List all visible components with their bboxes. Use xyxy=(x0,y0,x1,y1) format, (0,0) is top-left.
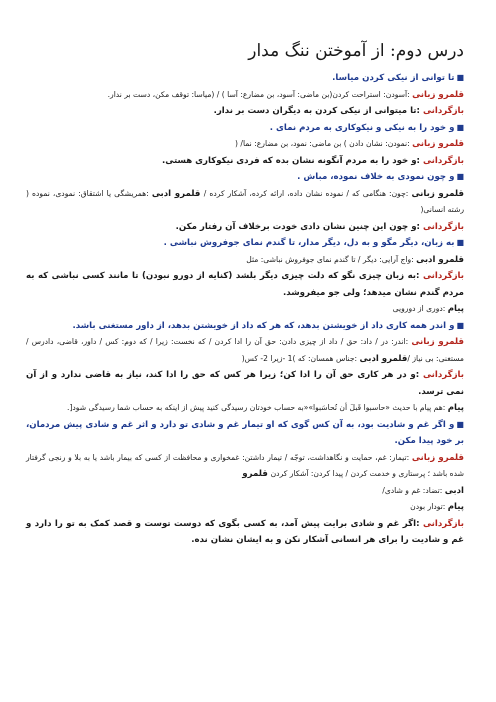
paraphrase-note: بازگردانی :و خود را به مردم آنگونه نشان بده که فردی نیکوکاری هستی. xyxy=(161,155,464,166)
bullet-icon: ■ xyxy=(456,172,464,181)
linguistic-note: قلمرو زبانی :نمودن: نشان دادن ) بن ماضی: نمود، بن مضارع: نما/ ( xyxy=(235,139,464,149)
paraphrase-note: بازگردانی :تا میتوانی از نیکی کردن به دیگران دست بر ندار. xyxy=(213,106,464,116)
paraphrase-note: بازگردانی :به زبان چیزی نگو که دلت چیزی دیگر بلشد (کنایه از دورو نبودن) تا مانند کسی نباشی که به مردم گندم نشان میدهد؛ ولی جو میفروشد. xyxy=(26,271,464,298)
literary-note: قلمرو ادبی :واج آرایی: دیگر / تا گندم نمای جوفروش نباشی: مثل xyxy=(246,254,464,265)
linguistic-note: قلمرو زبانی :تیمار: غم، حمایت و نگاهداشت، توجّه / تیمار داشتن: غمخواری و محافظت از کسی که بیمار باشد یا به بلا و رنجی گرفتار شده باشد ؛ پرستاری و خدمت کردن / پیدا کردن: آشکار کردن قلمرو xyxy=(26,452,464,479)
message-note: پیام :دوری از دورویی xyxy=(392,304,464,314)
paraphrase-note: بازگردانی :و چون این چنین نشان دادی خودت برخلاف آن رفتار مکن. xyxy=(175,221,464,232)
bullet-icon: ■ xyxy=(456,419,465,429)
literary-note: ادبی :تضاد: غم و شادی/ xyxy=(382,485,464,496)
bullet-icon: ■ xyxy=(456,238,464,247)
sentence-heading: ■و چون نمودی به خلاف نموده، مباش . xyxy=(297,172,464,182)
linguistic-note: قلمرو زبانی :چون: هنگامی که / نموده نشان داده، ارائه کرده، آشکار کرده / قلمرو ادبی :همریشگی یا اشتقاق: نمودی، نموده ( رشته انسانی( xyxy=(26,188,465,214)
sentence-heading: ■و اندر همه کاری داد از خویشتن بدهد، که هر که داد از خویشتن بدهد، از داور مستغنی باشد. xyxy=(72,320,464,331)
sentence-heading: ■تا توانی از نیکی کردن میاسا. xyxy=(332,73,464,83)
sentence-heading: ■به زبان، دیگر مگو و به دل، دیگر مدار، تا گندم نمای جوفروش نباشی . xyxy=(163,238,464,248)
linguistic-note: قلمرو زبانی :آسودن: استراحت کردن(بن ماضی: آسود، بن مضارع: آسا ) / (میاسا: توقف مکن، دست بر ندار. xyxy=(107,89,464,100)
sentence-heading: ■و خود را به نیکی و نیکوکاری به مردم نمای . xyxy=(269,122,464,133)
bullet-icon: ■ xyxy=(456,320,464,330)
sentence-heading: ■و اگر غم و شادیت بود، به آن کس گوی که او تیمار غم و شادی تو دارد و اثر غم و شادی پیش مردمان، بر خود پیدا مکن. xyxy=(26,419,465,446)
message-note: پیام :هم پیام با حدیث «حاسبوا قَبلَ أن تُحاسَبوا»«به حساب خودتان رسیدگی کنید پیش از اینکه به حساب شما رسیدگی شود[. xyxy=(67,403,464,413)
linguistic-note: قلمرو زبانی :اندر: در / داد: حق / داد از چیزی دادن: حق آن را ادا کردن / که نخست: زیرا / که دوم: کس / داور، قاضی، دادرس /مستغنی: بی نیاز /قلمرو ادبی :جناس همسان: که )1 -زیرا 2- کس( xyxy=(26,337,464,364)
page-title: درس دوم: از آموختن ننگ مدار xyxy=(248,41,464,61)
paraphrase-note: بازگردانی :و در هر کاری حق آن را ادا کن؛ زیرا هر کس که حق را ادا کند، نیاز به قاضی ندارد و از آن نمی ترسد. xyxy=(26,370,464,397)
bullet-icon: ■ xyxy=(456,122,464,132)
message-note: پیام :تودار بودن xyxy=(410,502,464,512)
bullet-icon: ■ xyxy=(456,73,464,82)
paraphrase-note: بازگردانی :اگر غم و شادی برایت پیش آمد، به کسی بگوی که دوست توست و قصد کمک به تو را دارد و غم و شادیت را برای هر انسانی آشکار نکن و به ایشان نشان نده. xyxy=(26,518,464,545)
